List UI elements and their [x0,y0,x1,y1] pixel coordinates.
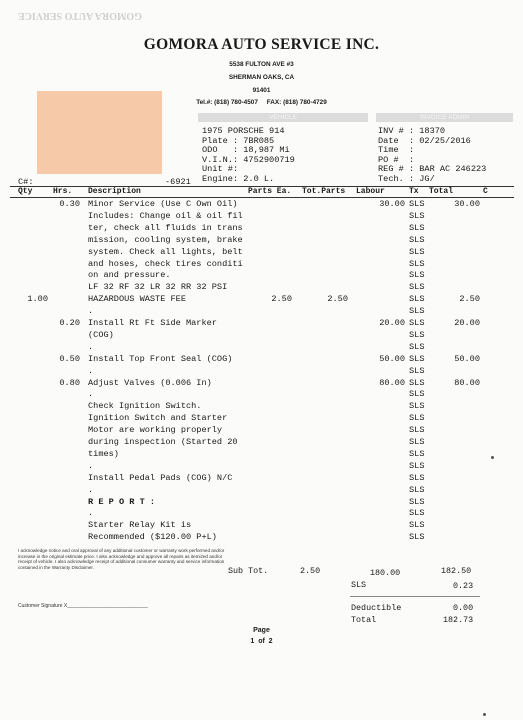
table-row [0,199,523,211]
invoice-info-line: Time : [378,145,415,156]
deductible-value: 0.00 [453,603,474,613]
table-row [0,473,523,485]
sls-value: 0.23 [453,581,474,591]
table-row [0,354,523,366]
row-description: Install Pedal Pads (COG) N/C [88,472,233,483]
col-total: Total [429,187,454,196]
table-row [0,497,523,509]
table-row [0,508,523,520]
row-description: . [88,389,94,400]
table-row [0,437,523,449]
col-qty: Qty [18,187,33,196]
total-label: Total [351,615,377,625]
row-tax-code: SLS [409,496,425,507]
table-row [0,342,523,354]
row-description: Ignition Switch and Starter [88,413,228,424]
row-description: mission, cooling system, brake [88,234,243,245]
table-row [0,235,523,247]
company-address1: 5538 FULTON AVE #3 [229,61,294,68]
col-tx: Tx [409,187,419,196]
table-row [0,318,523,330]
row-tax-code: SLS [409,341,425,352]
table-row [0,330,523,342]
header-rule-bottom [10,197,514,198]
subtotal-label: Sub Tot. [228,566,269,576]
row-tax-code: SLS [409,199,425,209]
table-row [0,223,523,235]
disclaimer-text: I acknowledge notice and oral approval of any additional customer or warranty work performed and/or increase in the original estimate price. I also acknowledge and approve all repairs as itemized and/or receipt of vehicle. I also acknowledge receipt of additional consumer warranty and service information contained in the Warranty Disclaimer. [18,548,225,570]
row-tax-code: SLS [409,437,425,447]
row-description: . [88,365,94,376]
row-description: Minor Service (Use C Own Oil) [88,199,238,209]
vehicle-info-line: Unit #: [202,164,239,175]
row-tax-code: SLS [409,460,425,471]
row-description: Check Ignition Switch. [88,401,202,412]
subtotal-total: 182.50 [441,566,472,576]
customer-number-label: C#: [18,177,34,187]
row-tax-code: SLS [409,365,425,376]
paper-speck [491,456,494,459]
row-hrs: 0.80 [59,377,80,388]
row-hrs: 0.30 [59,199,80,209]
invoice-info-line: INV # : 18370 [378,126,446,136]
vehicle-info-line: Plate : 7BR085 [202,135,275,146]
row-description: . [88,306,94,317]
paper-speck [483,713,486,716]
total-value: 182.73 [443,615,474,625]
row-tax-code: SLS [409,532,425,543]
invoice-info-line: Date : 02/25/2016 [378,135,471,146]
col-tot-parts: Tot.Parts [302,187,346,196]
row-total: 80.00 [454,377,480,388]
table-row [0,520,523,532]
row-description: HAZARDOUS WASTE FEE [88,294,186,305]
row-description: Motor are working properly [88,425,223,436]
table-row [0,259,523,271]
table-row [0,413,523,425]
row-description: Install Rt Ft Side Marker [88,318,217,328]
row-labour: 30.00 [379,199,405,209]
row-description: Starter Relay Kit is [88,520,192,531]
table-row [0,461,523,473]
row-total-parts: 2.50 [327,294,348,305]
col-description: Description [88,187,141,196]
company-name: GOMORA AUTO SERVICE INC. [143,36,380,53]
row-hrs: 0.20 [59,318,80,328]
row-total: 50.00 [454,353,480,364]
invoice-info-line: PO # : [378,154,415,165]
row-description: times) [88,448,119,459]
row-tax-code: SLS [409,306,425,317]
row-total: 2.50 [459,294,480,305]
row-description: Recommended ($120.00 P+L) [88,532,217,543]
row-total: 20.00 [454,318,480,328]
row-hrs: 0.50 [59,353,80,364]
row-description: during inspection (Started 20 [88,437,238,447]
vehicle-info-line: 1975 PORSCHE 914 [202,126,285,136]
row-tax-code: SLS [409,472,425,483]
table-row [0,366,523,378]
row-tax-code: SLS [409,401,425,412]
col-labour: Labour [356,187,385,196]
row-description: R E P O R T : [88,496,156,507]
row-tax-code: SLS [409,484,425,495]
row-tax-code: SLS [409,234,425,245]
table-row [0,294,523,306]
row-tax-code: SLS [409,294,425,305]
row-tax-code: SLS [409,246,425,257]
row-description: and hoses, check tires conditi [88,258,243,269]
row-tax-code: SLS [409,413,425,424]
row-tax-code: SLS [409,448,425,459]
row-tax-code: SLS [409,520,425,531]
row-tax-code: SLS [409,389,425,400]
table-row [0,270,523,282]
row-tax-code: SLS [409,377,425,388]
row-description: ter, check all fluids in trans [88,222,243,233]
table-row [0,389,523,401]
table-row [0,532,523,544]
col-c: C [483,187,488,196]
totals-divider [350,596,480,597]
customer-number-suffix: -6921 [165,177,191,187]
table-row [0,211,523,223]
customer-signature-line: Customer Signature X_____________________________ [18,603,148,609]
table-row [0,378,523,390]
vehicle-info-line: V.I.N.: 4752900719 [202,154,295,165]
vehicle-info-line: Engine: 2.0 L. [202,173,275,184]
row-tax-code: SLS [409,425,425,436]
row-tax-code: SLS [409,353,425,364]
row-tax-code: SLS [409,222,425,233]
invoice-info [378,127,486,185]
page-label: Page [253,627,270,634]
row-description: . [88,460,94,471]
row-description: (COG) [88,329,114,340]
table-row [0,425,523,437]
row-total: 30.00 [454,199,480,209]
row-labour: 50.00 [379,353,405,364]
sls-label: SLS [351,580,367,590]
row-tax-code: SLS [409,282,425,293]
row-tax-code: SLS [409,329,425,340]
subtotal-parts: 2.50 [300,566,321,576]
table-row [0,401,523,413]
row-description: . [88,341,94,352]
row-tax-code: SLS [409,210,425,221]
col-parts-ea: Parts Ea. [248,187,292,196]
subtotal-labour: 180.00 [370,568,401,578]
row-tax-code: SLS [409,270,425,281]
row-description: system. Check all lights, belt [88,246,243,257]
col-hrs: Hrs. [53,187,73,196]
company-address2: SHERMAN OAKS, CA [228,74,295,81]
deductible-label: Deductible [351,603,402,613]
redacted-customer-block [37,91,162,174]
vehicle-info [202,127,295,185]
row-parts-each: 2.50 [271,294,292,305]
invoice-band: INVOICE ADMIN [376,113,513,122]
table-row [0,306,523,318]
row-description: Adjust Valves (0.006 In) [88,377,212,388]
row-tax-code: SLS [409,318,425,328]
row-labour: 20.00 [379,318,405,328]
table-row [0,247,523,259]
row-description: LF 32 RF 32 LR 32 RR 32 PSI [88,282,228,293]
watermark-text: GOMORA AUTO SERVICE [18,10,142,21]
row-description: Install Top Front Seal (COG) [88,353,233,364]
invoice-info-line: Tech. : JG/ [378,173,435,184]
vehicle-band: VEHICLE [198,113,368,122]
row-tax-code: SLS [409,258,425,269]
invoice-info-line: REG # : BAR AC 246223 [378,164,487,175]
row-description: . [88,484,94,495]
table-row [0,485,523,497]
page-count: 1 of 2 [250,638,273,645]
row-qty: 1.00 [27,294,48,305]
vehicle-info-line: ODO : 18,987 Mi [202,145,290,156]
table-row [0,449,523,461]
table-row [0,282,523,294]
company-zip: 91401 [252,87,271,94]
row-description: Includes: Change oil & oil fil [88,210,243,221]
row-description: on and pressure. [88,270,171,281]
company-phone-fax: Tel.#: (818) 780-4507 FAX: (818) 780-4729 [196,99,327,106]
row-tax-code: SLS [409,508,425,519]
row-labour: 80.00 [379,377,405,388]
row-description: . [88,508,94,519]
